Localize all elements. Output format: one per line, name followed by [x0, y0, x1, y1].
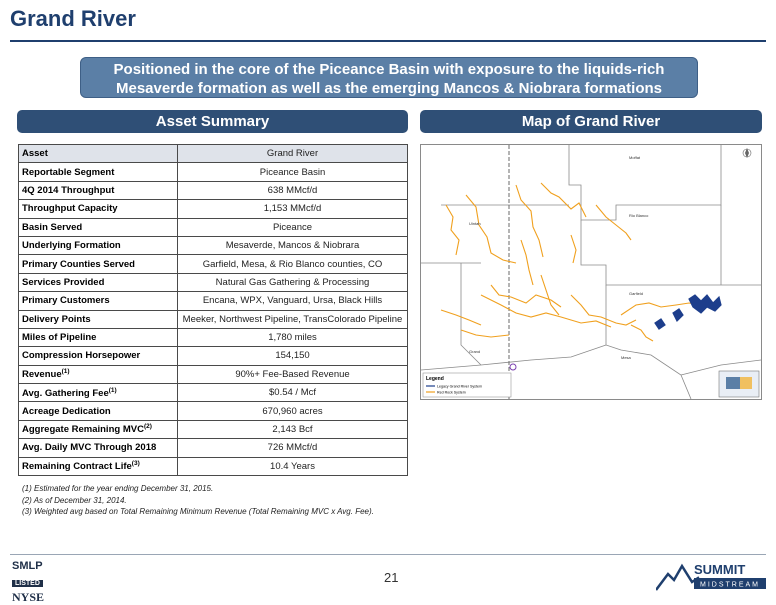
row-value: 2,143 Bcf — [178, 420, 408, 438]
footer-divider — [10, 554, 766, 555]
map-graphic — [421, 145, 761, 399]
row-label — [19, 347, 178, 365]
row-label — [19, 439, 178, 457]
table-row — [19, 236, 408, 254]
row-value: Grand River — [178, 145, 408, 163]
legend-legacy-label: Legacy Grand River System — [437, 384, 482, 389]
row-value: 154,150 — [178, 347, 408, 365]
title-divider — [10, 40, 766, 42]
row-label-text: Compression Horsepower — [22, 350, 141, 362]
grand-river-map — [420, 144, 762, 400]
row-label — [19, 328, 178, 346]
row-value: 670,960 acres — [178, 402, 408, 420]
row-label-text: Miles of Pipeline — [22, 332, 97, 344]
county-uintah: Uintah — [469, 221, 481, 226]
table-row — [19, 292, 408, 310]
asset-summary-header: Asset Summary — [17, 110, 408, 133]
county-moffat: Moffat — [629, 155, 641, 160]
table-row — [19, 200, 408, 218]
map-header: Map of Grand River — [420, 110, 762, 133]
table-row — [19, 273, 408, 291]
map-legend — [423, 373, 511, 397]
row-label — [19, 145, 178, 163]
row-label-text: Revenue — [22, 369, 62, 381]
footnote-1: (1) Estimated for the year ending December 31, 2015. — [22, 484, 214, 493]
footnote-marker: (3) — [131, 460, 140, 468]
banner-line-2: Mesaverde formation as well as the emerging Mancos & Niobrara formations — [116, 80, 662, 97]
row-label-text: Services Provided — [22, 276, 105, 288]
table-row — [19, 145, 408, 163]
county-mesa: Mesa — [621, 355, 631, 360]
row-value: Meeker, Northwest Pipeline, TransColorado Pipeline — [178, 310, 408, 328]
row-label-text: Underlying Formation — [22, 240, 121, 252]
footnote-marker: (1) — [108, 386, 117, 394]
row-value: Piceance Basin — [178, 163, 408, 181]
row-value: Garfield, Mesa, & Rio Blanco counties, CO — [178, 255, 408, 273]
logo-midstream-text: MIDSTREAM — [700, 581, 760, 589]
table-row — [19, 255, 408, 273]
page-number: 21 — [384, 570, 399, 585]
smlp-ticker: SMLP — [12, 560, 43, 572]
row-label-text: Avg. Gathering Fee — [22, 387, 109, 399]
page-title: Grand River — [10, 6, 136, 31]
row-label — [19, 384, 178, 402]
row-label — [19, 420, 178, 438]
row-label-text: Asset — [22, 148, 48, 160]
row-label — [19, 200, 178, 218]
row-label — [19, 457, 178, 475]
row-value: 90%+ Fee-Based Revenue — [178, 365, 408, 383]
row-value: 726 MMcf/d — [178, 439, 408, 457]
row-label — [19, 163, 178, 181]
row-value: 10.4 Years — [178, 457, 408, 475]
row-label-text: Basin Served — [22, 221, 83, 233]
row-label-text: Primary Customers — [22, 295, 110, 307]
row-label — [19, 402, 178, 420]
nyse-badge — [12, 560, 54, 605]
table-row — [19, 347, 408, 365]
row-label-text: Aggregate Remaining MVC — [22, 424, 144, 436]
table-row — [19, 218, 408, 236]
table-row — [19, 402, 408, 420]
footnotes — [22, 483, 374, 518]
table-row — [19, 163, 408, 181]
table-row — [19, 328, 408, 346]
logo-summit-text: SUMMIT — [694, 562, 746, 577]
row-label — [19, 181, 178, 199]
footnote-marker: (1) — [61, 368, 70, 376]
row-label-text: 4Q 2014 Throughput — [22, 184, 115, 196]
row-label — [19, 255, 178, 273]
county-garfield: Garfield — [629, 291, 644, 296]
row-value: Piceance — [178, 218, 408, 236]
row-label-text: Delivery Points — [22, 313, 91, 325]
footnote-3: (3) Weighted avg based on Total Remaining Minimum Revenue (Total Remaining MVC x Avg. Fee). — [22, 507, 374, 516]
summit-midstream-logo — [656, 558, 766, 592]
footnote-marker: (2) — [143, 423, 152, 431]
table-row — [19, 181, 408, 199]
row-label-text: Reportable Segment — [22, 166, 115, 178]
mountain-icon — [656, 558, 766, 592]
row-label — [19, 218, 178, 236]
row-value: 638 MMcf/d — [178, 181, 408, 199]
table-row — [19, 310, 408, 328]
footnote-2: (2) As of December 31, 2014. — [22, 495, 127, 505]
county-grand: Grand — [469, 349, 481, 354]
row-label-text: Remaining Contract Life — [22, 461, 132, 473]
legend-title: Legend — [426, 376, 444, 382]
table-row — [19, 384, 408, 402]
asset-summary-table — [18, 144, 408, 476]
row-value: Natural Gas Gathering & Processing — [178, 273, 408, 291]
row-label — [19, 310, 178, 328]
row-label — [19, 236, 178, 254]
row-value: Encana, WPX, Vanguard, Ursa, Black Hills — [178, 292, 408, 310]
table-row — [19, 365, 408, 383]
row-label — [19, 365, 178, 383]
row-label-text: Avg. Daily MVC Through 2018 — [22, 442, 157, 454]
table-row — [19, 420, 408, 438]
highlight-banner — [80, 57, 698, 98]
legend-red-rock-label: Red Rock System — [437, 390, 466, 395]
row-label-text: Throughput Capacity — [22, 203, 118, 215]
banner-line-1: Positioned in the core of the Piceance Basin with exposure to the liquids-rich — [113, 61, 665, 78]
row-label-text: Acreage Dedication — [22, 405, 111, 417]
row-value: Mesaverde, Mancos & Niobrara — [178, 236, 408, 254]
table-row — [19, 457, 408, 475]
nyse-label: NYSE — [12, 590, 45, 604]
row-value: 1,153 MMcf/d — [178, 200, 408, 218]
county-rio-blanco: Rio Blanco — [629, 213, 649, 218]
table-row — [19, 439, 408, 457]
row-label — [19, 292, 178, 310]
row-value: $0.54 / Mcf — [178, 384, 408, 402]
row-label-text: Primary Counties Served — [22, 258, 135, 270]
row-value: 1,780 miles — [178, 328, 408, 346]
row-label — [19, 273, 178, 291]
listed-label: LISTED — [12, 580, 43, 587]
inset-map — [719, 371, 759, 397]
